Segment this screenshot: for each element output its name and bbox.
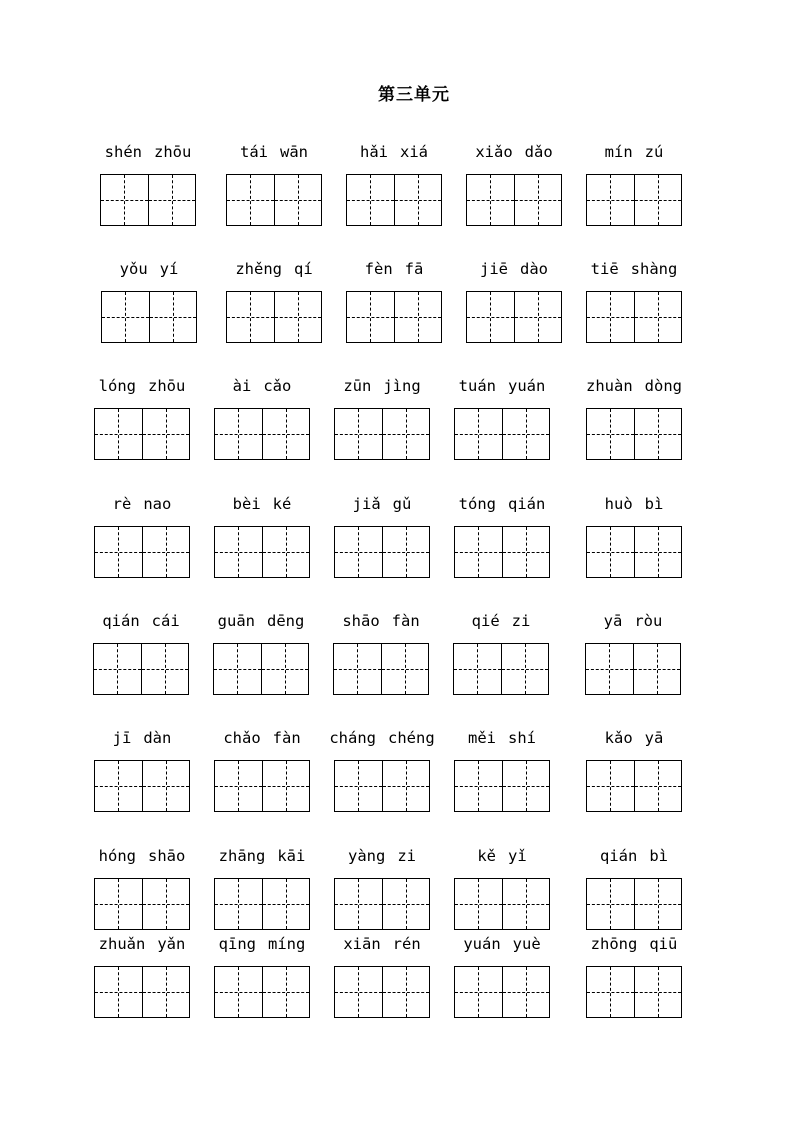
character-square[interactable] [101, 175, 148, 225]
character-square[interactable] [335, 409, 382, 459]
writing-box[interactable] [213, 643, 309, 695]
character-square[interactable] [382, 879, 430, 929]
writing-box[interactable] [466, 174, 562, 226]
pinyin-syllable: zūn [343, 377, 372, 395]
pinyin-syllable: tiē [590, 260, 619, 278]
pinyin-label [326, 142, 462, 162]
character-square[interactable] [502, 879, 550, 929]
pinyin-syllable: měi [468, 729, 496, 747]
writing-box[interactable] [214, 760, 310, 812]
pinyin-syllable: míng [268, 935, 306, 953]
character-square[interactable] [633, 644, 681, 694]
writing-box[interactable] [94, 966, 190, 1018]
writing-box[interactable] [453, 643, 549, 695]
character-square[interactable] [262, 967, 310, 1017]
pinyin-label [314, 934, 450, 954]
pinyin-syllable: dàn [143, 729, 172, 747]
pinyin-label [81, 259, 217, 279]
character-square[interactable] [262, 527, 310, 577]
writing-box[interactable] [454, 760, 550, 812]
character-square[interactable] [382, 761, 430, 811]
character-square[interactable] [335, 967, 382, 1017]
writing-box[interactable] [334, 408, 430, 460]
pinyin-label [194, 934, 330, 954]
character-square[interactable] [382, 409, 430, 459]
character-square[interactable] [501, 644, 549, 694]
pinyin-label [74, 494, 210, 514]
pinyin-syllable: hǎi [360, 143, 388, 161]
character-square[interactable] [335, 879, 382, 929]
pinyin-syllable: shāo [148, 847, 186, 865]
character-square[interactable] [634, 175, 682, 225]
pinyin-syllable: zhōng [590, 935, 638, 953]
pinyin-syllable: jī [112, 729, 132, 747]
pinyin-syllable: jiē [480, 260, 508, 278]
character-square[interactable] [381, 644, 429, 694]
writing-box[interactable] [454, 408, 550, 460]
pinyin-label [434, 728, 570, 748]
character-square[interactable] [347, 292, 394, 342]
pinyin-label [566, 376, 702, 396]
pinyin-label [194, 728, 330, 748]
writing-box[interactable] [333, 643, 429, 695]
pinyin-syllable: zi [397, 847, 416, 865]
character-square[interactable] [214, 644, 261, 694]
pinyin-syllable: kāi [277, 847, 306, 865]
pinyin-syllable: shāo [342, 612, 380, 630]
pinyin-syllable: fā [404, 260, 424, 278]
writing-box[interactable] [466, 291, 562, 343]
writing-box[interactable] [334, 760, 430, 812]
writing-box[interactable] [94, 878, 190, 930]
pinyin-syllable: bèi [232, 495, 261, 513]
pinyin-label [433, 611, 569, 631]
pinyin-syllable: huò [604, 495, 633, 513]
pinyin-syllable: dào [520, 260, 548, 278]
writing-box[interactable] [214, 878, 310, 930]
pinyin-label [193, 611, 329, 631]
pinyin-syllable: yā [644, 729, 664, 747]
pinyin-label [566, 728, 702, 748]
pinyin-label [314, 846, 450, 866]
pinyin-syllable: yā [603, 612, 623, 630]
pinyin-syllable: ròu [634, 612, 663, 630]
writing-box[interactable] [585, 643, 681, 695]
writing-box[interactable] [586, 526, 682, 578]
pinyin-label [74, 376, 210, 396]
character-square[interactable] [467, 175, 514, 225]
pinyin-syllable: jìng [383, 377, 421, 395]
character-square[interactable] [95, 879, 142, 929]
character-square[interactable] [502, 967, 550, 1017]
character-square[interactable] [334, 644, 381, 694]
writing-box[interactable] [226, 174, 322, 226]
pinyin-label [80, 142, 216, 162]
character-square[interactable] [514, 175, 562, 225]
pinyin-syllable: zhuǎn [98, 935, 146, 953]
character-square[interactable] [502, 527, 550, 577]
pinyin-syllable: dǎo [524, 143, 553, 161]
pinyin-label [74, 846, 210, 866]
writing-box[interactable] [94, 760, 190, 812]
character-square[interactable] [335, 761, 382, 811]
pinyin-label [314, 376, 450, 396]
pinyin-syllable: dòng [644, 377, 682, 395]
pinyin-label [326, 259, 462, 279]
pinyin-label [434, 376, 570, 396]
character-square[interactable] [142, 879, 190, 929]
character-square[interactable] [454, 644, 501, 694]
pinyin-syllable: ké [272, 495, 292, 513]
pinyin-syllable: kǎo [604, 729, 633, 747]
writing-box[interactable] [346, 291, 442, 343]
character-square[interactable] [95, 409, 142, 459]
character-square[interactable] [467, 292, 514, 342]
pinyin-syllable: yí [159, 260, 179, 278]
pinyin-syllable: zhěng [235, 260, 282, 278]
pinyin-label [434, 934, 570, 954]
character-square[interactable] [455, 967, 502, 1017]
writing-box[interactable] [94, 408, 190, 460]
page-title: 第三单元 [378, 85, 450, 105]
writing-box[interactable] [100, 174, 196, 226]
pinyin-label [566, 142, 702, 162]
character-square[interactable] [262, 879, 310, 929]
writing-box[interactable] [586, 174, 682, 226]
character-square[interactable] [347, 175, 394, 225]
pinyin-label [194, 846, 330, 866]
character-square[interactable] [215, 409, 262, 459]
pinyin-syllable: xiá [400, 143, 428, 161]
pinyin-syllable: yuán [508, 377, 546, 395]
pinyin-syllable: gǔ [392, 495, 412, 513]
character-square[interactable] [215, 879, 262, 929]
pinyin-syllable: yǎn [157, 935, 186, 953]
pinyin-syllable: bì [644, 495, 664, 513]
writing-box[interactable] [586, 291, 682, 343]
pinyin-label [74, 728, 210, 748]
character-square[interactable] [382, 967, 430, 1017]
pinyin-syllable: qié [471, 612, 500, 630]
character-square[interactable] [261, 644, 309, 694]
pinyin-syllable: zhuàn [586, 377, 633, 395]
character-square[interactable] [634, 527, 682, 577]
character-square[interactable] [634, 409, 682, 459]
character-square[interactable] [455, 879, 502, 929]
pinyin-syllable: zhōu [154, 143, 192, 161]
character-square[interactable] [149, 292, 197, 342]
writing-box[interactable] [334, 526, 430, 578]
pinyin-syllable: yuè [512, 935, 541, 953]
writing-box[interactable] [454, 878, 550, 930]
pinyin-label [446, 142, 582, 162]
writing-box[interactable] [93, 643, 189, 695]
character-square[interactable] [634, 879, 682, 929]
writing-box[interactable] [214, 526, 310, 578]
writing-box[interactable] [94, 526, 190, 578]
character-square[interactable] [455, 761, 502, 811]
character-square[interactable] [95, 527, 142, 577]
writing-box[interactable] [101, 291, 197, 343]
character-square[interactable] [382, 527, 430, 577]
character-square[interactable] [95, 967, 142, 1017]
character-square[interactable] [394, 175, 442, 225]
pinyin-label [73, 611, 209, 631]
character-square[interactable] [95, 761, 142, 811]
writing-box[interactable] [586, 408, 682, 460]
pinyin-label [206, 259, 342, 279]
character-square[interactable] [142, 527, 190, 577]
pinyin-syllable: qīng [218, 935, 256, 953]
pinyin-syllable: qián [102, 612, 140, 630]
pinyin-label [194, 494, 330, 514]
character-square[interactable] [587, 967, 634, 1017]
pinyin-syllable: zú [644, 143, 664, 161]
pinyin-syllable: guān [217, 612, 255, 630]
writing-box[interactable] [454, 966, 550, 1018]
pinyin-syllable: chéng [388, 729, 435, 747]
pinyin-syllable: lóng [98, 377, 136, 395]
pinyin-label [74, 934, 210, 954]
character-square[interactable] [142, 409, 190, 459]
character-square[interactable] [227, 292, 274, 342]
pinyin-syllable: qián [600, 847, 638, 865]
character-square[interactable] [335, 527, 382, 577]
character-square[interactable] [634, 761, 682, 811]
pinyin-label [566, 846, 702, 866]
writing-box[interactable] [346, 174, 442, 226]
character-square[interactable] [262, 409, 310, 459]
pinyin-syllable: nao [143, 495, 172, 513]
pinyin-syllable: rè [112, 495, 132, 513]
writing-box[interactable] [226, 291, 322, 343]
pinyin-syllable: shàng [630, 260, 678, 278]
character-square[interactable] [587, 175, 634, 225]
pinyin-syllable: xiǎo [475, 143, 513, 161]
pinyin-syllable: chǎo [223, 729, 261, 747]
pinyin-syllable: fàn [391, 612, 420, 630]
writing-box[interactable] [586, 878, 682, 930]
pinyin-label [314, 728, 450, 748]
pinyin-syllable: fèn [364, 260, 393, 278]
character-square[interactable] [502, 409, 550, 459]
pinyin-syllable: rén [392, 935, 421, 953]
pinyin-label [434, 846, 570, 866]
character-square[interactable] [514, 292, 562, 342]
pinyin-syllable: qián [508, 495, 546, 513]
pinyin-syllable: shén [104, 143, 142, 161]
character-square[interactable] [394, 292, 442, 342]
character-square[interactable] [587, 761, 634, 811]
pinyin-syllable: shí [508, 729, 536, 747]
pinyin-syllable: tuán [458, 377, 496, 395]
character-square[interactable] [215, 527, 262, 577]
character-square[interactable] [148, 175, 196, 225]
pinyin-syllable: yuán [463, 935, 501, 953]
character-square[interactable] [274, 292, 322, 342]
character-square[interactable] [455, 527, 502, 577]
writing-box[interactable] [586, 760, 682, 812]
character-square[interactable] [634, 292, 682, 342]
pinyin-label [566, 494, 702, 514]
pinyin-syllable: cháng [329, 729, 376, 747]
character-square[interactable] [227, 175, 274, 225]
pinyin-label [565, 611, 701, 631]
character-square[interactable] [502, 761, 550, 811]
pinyin-syllable: xiān [343, 935, 381, 953]
pinyin-syllable: yǐ [508, 847, 527, 865]
character-square[interactable] [102, 292, 149, 342]
character-square[interactable] [587, 879, 634, 929]
character-square[interactable] [455, 409, 502, 459]
writing-box[interactable] [334, 878, 430, 930]
pinyin-syllable: ài [232, 377, 252, 395]
character-square[interactable] [586, 644, 633, 694]
writing-box[interactable] [214, 408, 310, 460]
writing-box[interactable] [214, 966, 310, 1018]
pinyin-label [566, 259, 702, 279]
character-square[interactable] [587, 292, 634, 342]
pinyin-label [194, 376, 330, 396]
pinyin-syllable: cǎo [263, 377, 292, 395]
character-square[interactable] [587, 527, 634, 577]
character-square[interactable] [142, 967, 190, 1017]
character-square[interactable] [274, 175, 322, 225]
pinyin-syllable: yàng [348, 847, 386, 865]
pinyin-label [206, 142, 342, 162]
pinyin-label [314, 494, 450, 514]
pinyin-syllable: zhōu [148, 377, 186, 395]
pinyin-syllable: qí [294, 260, 313, 278]
pinyin-syllable: zi [511, 612, 531, 630]
writing-box[interactable] [454, 526, 550, 578]
pinyin-syllable: cái [151, 612, 180, 630]
character-square[interactable] [141, 644, 189, 694]
pinyin-syllable: bì [649, 847, 668, 865]
pinyin-syllable: fàn [272, 729, 301, 747]
character-square[interactable] [634, 967, 682, 1017]
character-square[interactable] [262, 761, 310, 811]
pinyin-syllable: zhāng [218, 847, 266, 865]
writing-box[interactable] [334, 966, 430, 1018]
pinyin-syllable: mín [604, 143, 633, 161]
pinyin-label [313, 611, 449, 631]
pinyin-syllable: tóng [458, 495, 496, 513]
writing-box[interactable] [586, 966, 682, 1018]
pinyin-syllable: yǒu [119, 260, 148, 278]
pinyin-label [566, 934, 702, 954]
pinyin-label [446, 259, 582, 279]
character-square[interactable] [215, 761, 262, 811]
character-square[interactable] [142, 761, 190, 811]
character-square[interactable] [94, 644, 141, 694]
pinyin-syllable: qiū [649, 935, 678, 953]
pinyin-syllable: hóng [98, 847, 136, 865]
pinyin-syllable: wān [280, 143, 308, 161]
pinyin-syllable: kě [477, 847, 496, 865]
pinyin-syllable: jiǎ [352, 495, 381, 513]
pinyin-syllable: dēng [267, 612, 305, 630]
pinyin-syllable: tái [240, 143, 268, 161]
character-square[interactable] [215, 967, 262, 1017]
pinyin-label [434, 494, 570, 514]
character-square[interactable] [587, 409, 634, 459]
